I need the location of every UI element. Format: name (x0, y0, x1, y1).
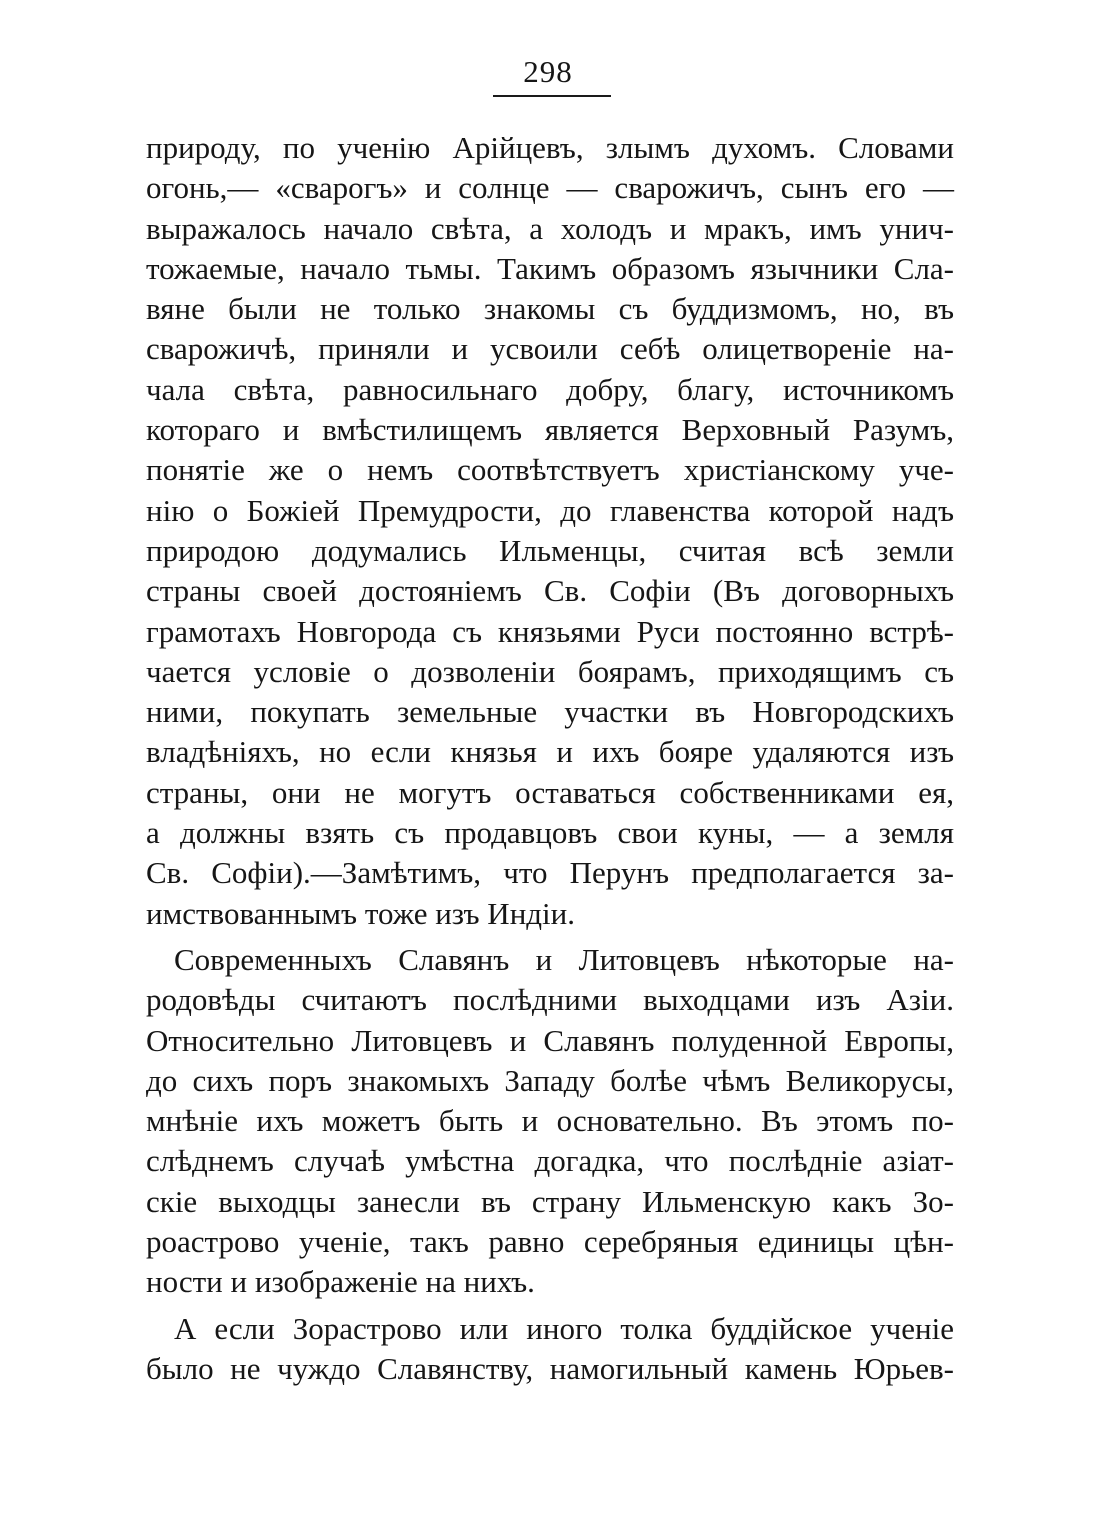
text-line: вяне были не только знакомы съ буддизмомъ, но, въ (146, 291, 954, 327)
text-line: нію о Божіей Премудрости, до главенства которой надъ (146, 492, 954, 528)
text-line: сварожичѣ, приняли и усвоили себѣ олицетвореніе на- (146, 331, 954, 367)
text-line: мнѣніе ихъ можетъ быть и основательно. Въ этомъ по- (146, 1103, 954, 1139)
text-line: роастрово ученіе, такъ равно серебряныя единицы цѣн- (146, 1224, 954, 1260)
text-line: тожаемые, начало тьмы. Такимъ образомъ язычники Сла- (146, 250, 954, 286)
text-line: страны своей достояніемъ Св. Софіи (Въ договорныхъ (146, 573, 954, 609)
text-line: понятіе же о немъ соотвѣтствуетъ христіанскому уче- (146, 452, 954, 488)
text-line: чается условіе о дозволеніи боярамъ, приходящимъ съ (146, 653, 954, 689)
text-line: Св. Софіи).—Замѣтимъ, что Перунъ предполагается за- (146, 855, 954, 891)
header-rule (493, 95, 611, 97)
text-line: страны, они не могутъ оставаться собственниками ея, (146, 774, 954, 810)
text-line: чала свѣта, равносильнаго добру, благу, источникомъ (146, 371, 954, 407)
text-line: ними, покупать земельные участки въ Новгородскихъ (146, 694, 954, 730)
paragraph-1 (146, 128, 954, 934)
text-line: природою додумались Ильменцы, считая всѣ земли (146, 532, 954, 568)
text-line: котораго и вмѣстилищемъ является Верховный Разумъ, (146, 412, 954, 448)
text-line: а должны взять съ продавцовъ свои куны, — а земля (146, 815, 954, 851)
text-line: было не чуждо Славянству, намогильный камень Юрьев- (146, 1350, 954, 1386)
text-line: огонь,— «сварогъ» и солнце — сварожичъ, сынъ его — (146, 170, 954, 206)
paragraph-3 (146, 1309, 954, 1390)
text-line: природу, по ученію Арійцевъ, злымъ духомъ. Словами (146, 130, 954, 165)
paragraph-2 (146, 940, 954, 1303)
text-line: выражалось начало свѣта, а холодъ и мракъ, имъ унич- (146, 210, 954, 246)
text-line: ности и изображеніе на нихъ. (146, 1264, 535, 1300)
page-number: 298 (523, 54, 573, 89)
text-line: до сихъ поръ знакомыхъ Западу болѣе чѣмъ Великорусы, (146, 1062, 954, 1098)
text-line: Относительно Литовцевъ и Славянъ полуденной Европы, (146, 1022, 954, 1058)
text-line: А если Зорастрово или иного толка буддійское ученіе (174, 1310, 954, 1346)
text-line: имствованнымъ тоже изъ Индіи. (146, 895, 576, 931)
text-line: скіе выходцы занесли въ страну Ильменскую какъ Зо- (146, 1183, 954, 1219)
body-text (146, 128, 954, 1389)
text-line: владѣніяхъ, но если князья и ихъ бояре удаляются изъ (146, 734, 954, 770)
text-line: слѣднемъ случаѣ умѣстна догадка, что послѣдніе азіат- (146, 1143, 954, 1179)
text-line: родовѣды считаютъ послѣдними выходцами изъ Азіи. (146, 982, 954, 1018)
text-line: грамотахъ Новгорода съ князьями Руси постоянно встрѣ- (146, 613, 954, 649)
text-line: Современныхъ Славянъ и Литовцевъ нѣкоторые на- (174, 941, 954, 977)
